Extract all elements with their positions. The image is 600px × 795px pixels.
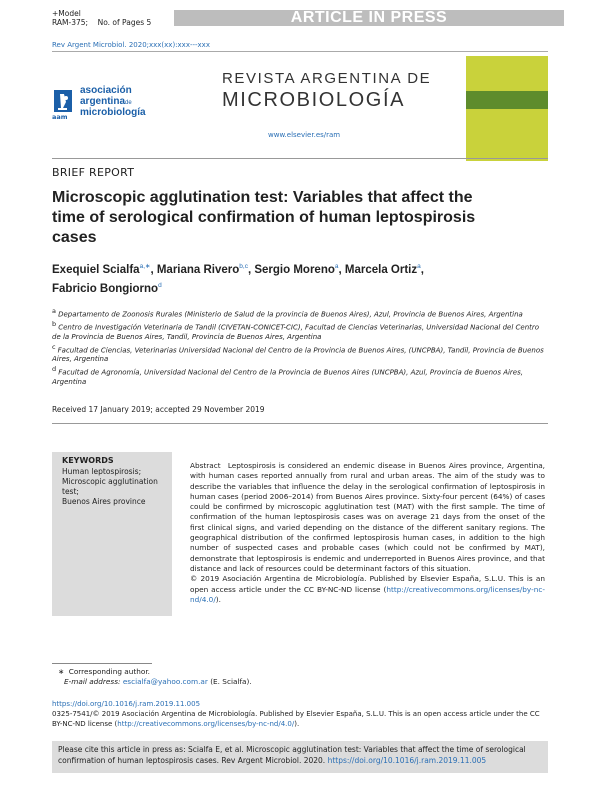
manuscript-number: RAM-375; No. of Pages 5 <box>52 18 152 27</box>
abstract-text: Leptospirosis is considered an endemic disease in Buenos Aires province, Argentina, with human cases reported annually from rural and urban areas. The aim of the study was to describe the variables that influence the delay in the serological confirmation of leptospirosis in human cases (period 2006–2014) from Buenos Aires province. Sixty-four percent (64%) of cases could be confirmed by microscopic agglutination test (MAT) with the first sample. The time of confirmation of the human leptospirosis cases was on average 21 days from the onset of the first clinical signs, and varied depending on the distance of the different sanitary regions. The geographical distribution of the confirmed leptospirosis human cases, in addition to the high number of suspected cases and probable cases (which could not be confirmed by MAT), demonstrate that leptospirosis is endemic and underreported in Buenos Aires province, and that distance and lack of resources could be determinant factors of this situation. <box>190 461 545 573</box>
author-name: Marcela Ortiz <box>344 263 418 276</box>
footnote-divider <box>52 663 152 664</box>
affiliation: $^c$ Facultad de Ciencias, Veterinarias Universidad Nacional del Centro de la Provincia de Buenos Aires, (UNCPBA), Tandil, Provincia de Buenos Aires, Argentina <box>52 342 544 364</box>
keywords-title: KEYWORDS <box>62 456 114 465</box>
author-name: Exequiel Scialfa <box>52 263 140 276</box>
journal-reference-link[interactable]: Rev Argent Microbiol. 2020;xxx(xx):xxx---xxx <box>52 41 210 49</box>
doi-link[interactable]: https://doi.org/10.1016/j.ram.2019.11.005 <box>52 700 201 708</box>
society-logo-text <box>80 86 146 119</box>
abstract-copyright: © 2019 Asociación Argentina de Microbiología. Published by Elsevier España, S.L.U. This is an open access article under the CC BY-NC-ND license (http://creativecommons.org/licenses/by-nc-nd/4.0/). <box>190 574 545 604</box>
logo-line-1: asociación <box>80 85 132 96</box>
abstract <box>190 461 545 605</box>
affiliations <box>52 307 548 387</box>
corresponding-author-note: ∗ Corresponding author. <box>58 667 150 676</box>
affiliation: $^b$ Centro de Investigación Veterinaria de Tandil (CIVETAN-CONICET-CIC), Facultad de Ciencias Veterinarias, Universidad Nacional del Centro de la Provincia de Buenos Aires, Tandil, Provincia de Buenos Aires, Argentina <box>52 320 540 341</box>
divider <box>52 423 548 424</box>
citation-doi-link[interactable]: https://doi.org/10.1016/j.ram.2019.11.005 <box>327 756 487 765</box>
article-type-label: BRIEF REPORT <box>52 166 135 179</box>
logo-acronym: aam <box>52 113 68 121</box>
author-list: Exequiel Scialfa$^{a,∗}$, Mariana Rivero$^{b,c}$, Sergio Moreno$^a$, Marcela Ortiz$^a$, Fabricio Bongiorno$^d$ <box>52 263 424 295</box>
email-link[interactable]: escialfa@yahoo.com.ar <box>122 677 208 686</box>
logo-line-3: microbiología <box>80 107 146 118</box>
article-title: Microscopic agglutination test: Variables that affect the time of serological confirmation of human leptospirosis cases <box>52 189 476 246</box>
model-line: +Model <box>52 9 81 18</box>
issn-copyright: 0325-7541/© 2019 Asociación Argentina de Microbiología. Published by Elsevier España, S.L.U. This is an open access article under the CC BY-NC-ND license (http://creativecommons.org/licenses/by-nc-nd/4.0/). <box>52 710 540 728</box>
author-name: Mariana Rivero <box>156 263 240 276</box>
author-affiliation-marker[interactable]: a <box>334 263 339 270</box>
author-affiliation-marker[interactable]: b,c <box>239 263 248 270</box>
keyword: Microscopic agglutination test; <box>62 477 158 496</box>
affiliation: $^a$ Departamento de Zoonosis Rurales (Ministerio de Salud de la provincia de Buenos Aires), Azul, Provincia de Buenos Aires, Argentina <box>52 307 523 319</box>
license-link[interactable]: http://creativecommons.org/licenses/by-nc-nd/4.0/ <box>190 584 545 604</box>
email-label: E-mail address: <box>64 677 121 686</box>
author-affiliation-marker[interactable]: a,∗ <box>139 263 151 270</box>
journal-name-line-2: MICROBIOLOGÍA <box>222 89 406 111</box>
issn-license-link[interactable]: http://creativecommons.org/licenses/by-nc-nd/4.0/ <box>117 719 295 728</box>
keyword: Buenos Aires province <box>62 497 146 506</box>
manuscript-header <box>52 9 151 27</box>
divider <box>52 51 548 52</box>
logo-line-2: argentinade <box>80 95 132 107</box>
author-name: Fabricio Bongiorno <box>52 282 159 295</box>
email-line: E-mail address: escialfa@yahoo.com.ar (E. Scialfa). <box>64 677 252 686</box>
article-in-press-banner: ARTICLE IN PRESS <box>174 10 564 26</box>
abstract-label: Abstract <box>190 461 221 470</box>
received-dates: Received 17 January 2019; accepted 29 November 2019 <box>52 405 265 414</box>
journal-name-line-1: REVISTA ARGENTINA DE <box>222 70 432 87</box>
affiliation: $^d$ Facultad de Agronomía, Universidad Nacional del Centro de la Provincia de Buenos Aires (UNCPBA), Azul, Provincia de Buenos Aires, Argentina <box>52 364 523 386</box>
author-affiliation-marker[interactable]: d <box>158 281 162 289</box>
keywords-list <box>62 467 168 507</box>
divider <box>52 158 548 159</box>
journal-url-link[interactable]: www.elsevier.es/ram <box>268 131 341 139</box>
citation-text: Please cite this article in press as: Scialfa E, et al. Microscopic agglutination test: Variables that affect the time of serological confirmation of human leptospirosis cases. Rev Argent Microbiol. 2020. https://doi.org/10.1016/j.ram.2019.11.005 <box>58 745 526 765</box>
cover-band <box>466 91 548 109</box>
keyword: Human leptospirosis; <box>62 467 142 476</box>
author-affiliation-marker[interactable]: a <box>417 263 421 270</box>
author-name: Sergio Moreno <box>254 263 335 276</box>
